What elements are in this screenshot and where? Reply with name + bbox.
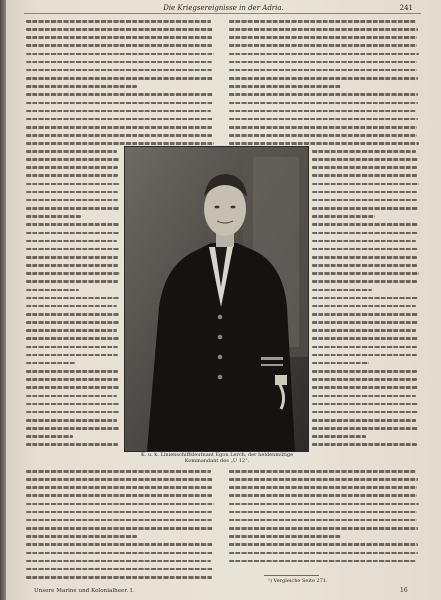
- body-text-line: [26, 110, 211, 113]
- body-text-line: [26, 560, 211, 563]
- body-text-line: [26, 370, 118, 373]
- body-text-line: [26, 53, 214, 56]
- body-text-line: [229, 503, 419, 506]
- body-text-line: [26, 61, 212, 64]
- body-text-line: [26, 519, 212, 522]
- body-text-line: [229, 102, 418, 105]
- signature-number: 16: [400, 587, 408, 594]
- body-text-line: [229, 142, 419, 145]
- body-text-line: [312, 289, 372, 292]
- body-text-line: [229, 486, 417, 489]
- body-text-line: [26, 576, 212, 579]
- body-text-line: [312, 199, 417, 202]
- body-text-line: [26, 511, 212, 514]
- body-text-line: [26, 199, 118, 202]
- body-text-line: [312, 297, 418, 300]
- body-text-line: [229, 20, 416, 23]
- body-text-line: [26, 527, 213, 530]
- printer-signature: Unsere Marine und Kolonialheer. I.: [34, 588, 134, 594]
- body-text-line: [312, 337, 418, 340]
- body-text-line: [229, 511, 417, 514]
- body-text-line: [229, 28, 418, 31]
- body-text-line: [26, 419, 117, 422]
- body-text-line: [312, 207, 418, 210]
- body-text-line: [26, 134, 212, 137]
- body-text-line: [229, 69, 417, 72]
- body-text-line: [229, 478, 418, 481]
- body-text-line: [26, 427, 119, 430]
- body-text-line: [26, 378, 118, 381]
- body-text-line: [229, 36, 417, 39]
- body-text-line: [26, 207, 119, 210]
- body-text-line: [312, 215, 375, 218]
- body-text-line: [26, 478, 213, 481]
- body-text-line: [229, 93, 418, 96]
- body-text-line: [26, 346, 118, 349]
- body-text-line: [312, 354, 417, 357]
- page-number: 241: [399, 4, 413, 12]
- body-text-line: [26, 411, 119, 414]
- body-text-line: [26, 305, 117, 308]
- body-text-line: [26, 568, 213, 571]
- body-text-line: [229, 44, 417, 47]
- footnote: ¹) Vergleiche Seite 271.: [268, 578, 328, 584]
- body-text-line: [229, 519, 417, 522]
- photo-caption: K. u. k. Linienschiffsleutnant Egon Lerch, der heldenmütige Kommandant des „U 12“.: [140, 452, 294, 465]
- body-text-line: [312, 411, 418, 414]
- body-text-line: [312, 272, 419, 275]
- body-text-line: [26, 126, 212, 129]
- body-text-line: [229, 552, 418, 555]
- body-text-line: [229, 543, 418, 546]
- body-text-line: [26, 354, 118, 357]
- body-text-line: [26, 85, 137, 88]
- running-head: Die Kriegsereignisse in der Adria.: [163, 4, 284, 12]
- body-text-line: [229, 77, 418, 80]
- body-text-line: [26, 552, 213, 555]
- body-text-line: [229, 494, 417, 497]
- body-text-line: [26, 435, 73, 438]
- body-text-line: [229, 110, 416, 113]
- body-text-line: [26, 543, 213, 546]
- body-text-line: [26, 191, 118, 194]
- body-text-line: [26, 20, 211, 23]
- body-text-line: [312, 150, 416, 153]
- body-text-line: [26, 102, 213, 105]
- body-text-line: [26, 69, 212, 72]
- body-text-line: [26, 44, 212, 47]
- body-text-line: [26, 395, 117, 398]
- body-text-line: [26, 150, 117, 153]
- body-text-line: [312, 395, 416, 398]
- body-text-line: [312, 435, 366, 438]
- body-text-line: [312, 313, 418, 316]
- body-text-line: [312, 240, 416, 243]
- body-text-line: [312, 232, 418, 235]
- body-text-line: [312, 419, 416, 422]
- body-text-line: [312, 362, 369, 365]
- body-text-line: [26, 240, 117, 243]
- body-text-line: [312, 158, 418, 161]
- body-text-line: [26, 248, 119, 251]
- body-text-line: [312, 305, 416, 308]
- body-text-line: [26, 223, 119, 226]
- body-text-line: [312, 443, 417, 446]
- body-text-line: [312, 403, 418, 406]
- body-text-line: [26, 535, 137, 538]
- body-text-line: [26, 264, 118, 267]
- running-header: [6, 2, 441, 14]
- body-text-line: [229, 560, 416, 563]
- body-text-line: [312, 183, 419, 186]
- body-text-line: [312, 378, 417, 381]
- body-text-line: [312, 346, 417, 349]
- body-text-line: [312, 264, 417, 267]
- body-text-line: [26, 183, 120, 186]
- body-text-line: [26, 313, 119, 316]
- body-text-line: [229, 126, 417, 129]
- body-text-line: [26, 403, 119, 406]
- body-text-line: [312, 427, 418, 430]
- body-text-line: [229, 470, 416, 473]
- body-text-line: [26, 362, 76, 365]
- body-text-line: [229, 61, 417, 64]
- body-text-line: [229, 527, 418, 530]
- body-text-line: [26, 174, 118, 177]
- body-text-line: [26, 272, 120, 275]
- body-text-line: [26, 443, 118, 446]
- body-text-line: [26, 297, 119, 300]
- body-text-line: [229, 535, 341, 538]
- body-text-line: [229, 118, 418, 121]
- body-text-line: [229, 85, 341, 88]
- body-text-line: [26, 256, 118, 259]
- body-text-line: [26, 280, 118, 283]
- body-text-line: [229, 134, 417, 137]
- body-text-line: [26, 28, 213, 31]
- body-text-line: [312, 386, 418, 389]
- body-text-line: [26, 93, 213, 96]
- naval-officer-portrait: [125, 147, 308, 451]
- header-rule: [24, 13, 421, 14]
- body-text-line: [26, 215, 81, 218]
- body-text-line: [26, 142, 214, 145]
- footnote-rule: [264, 575, 319, 576]
- body-text-line: [312, 321, 418, 324]
- body-text-line: [26, 36, 212, 39]
- body-text-line: [26, 77, 213, 80]
- book-page: [6, 0, 441, 600]
- body-text-line: [26, 289, 79, 292]
- body-text-line: [26, 118, 213, 121]
- body-text-line: [26, 337, 119, 340]
- body-text-line: [312, 256, 417, 259]
- body-text-line: [26, 158, 119, 161]
- body-text-line: [26, 166, 118, 169]
- body-text-line: [312, 248, 418, 251]
- body-text-line: [312, 191, 417, 194]
- body-text-line: [26, 386, 119, 389]
- body-text-line: [26, 232, 119, 235]
- body-text-line: [312, 280, 417, 283]
- body-text-line: [26, 470, 211, 473]
- body-text-line: [312, 370, 417, 373]
- body-text-line: [229, 53, 419, 56]
- body-text-line: [312, 223, 418, 226]
- portrait-photo: [124, 146, 309, 452]
- body-text-line: [26, 494, 212, 497]
- body-text-line: [26, 329, 117, 332]
- body-text-line: [26, 321, 119, 324]
- body-text-line: [312, 166, 417, 169]
- body-text-line: [312, 174, 417, 177]
- body-text-line: [312, 329, 416, 332]
- body-text-line: [26, 503, 214, 506]
- body-text-line: [26, 486, 212, 489]
